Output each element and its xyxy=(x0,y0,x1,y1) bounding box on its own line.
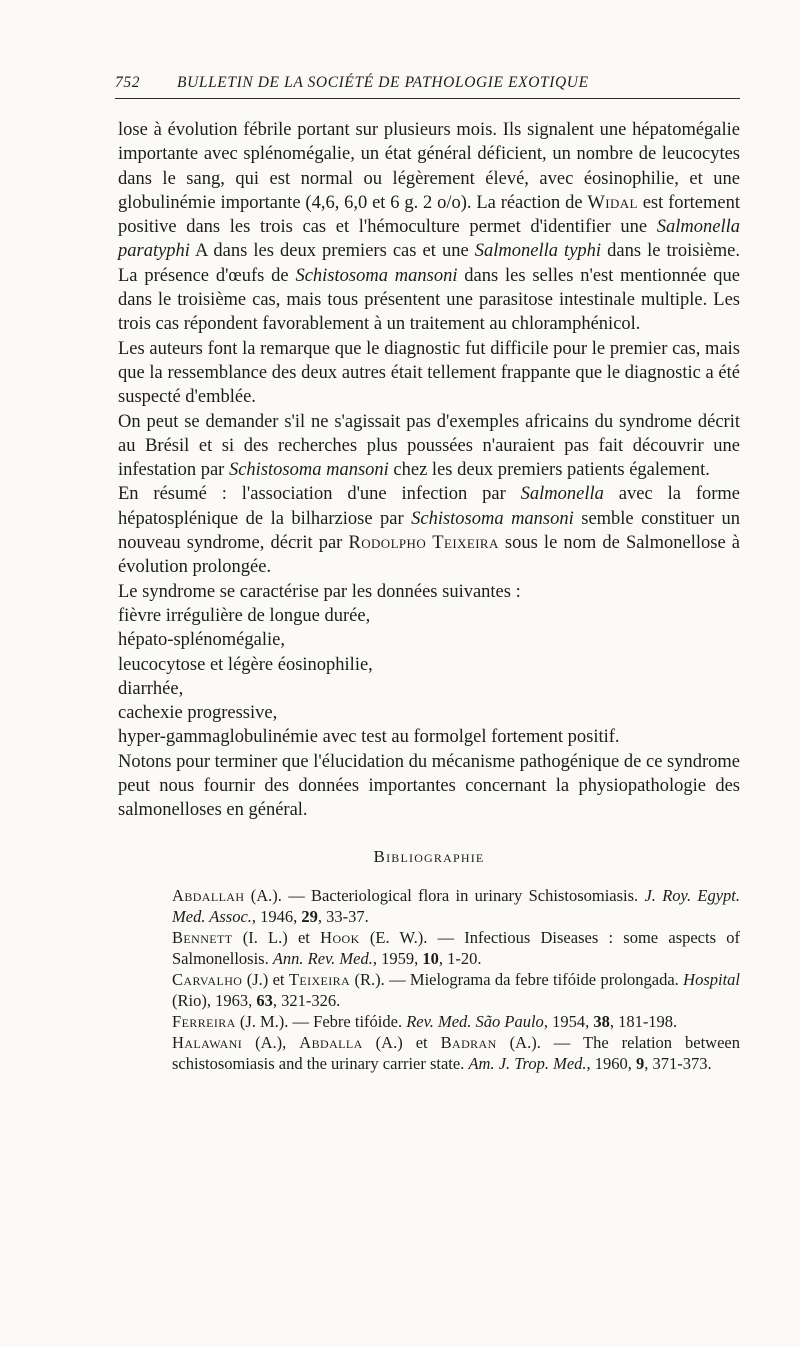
text: avec la forme hépatosplénique de la bilharziose par xyxy=(118,484,740,529)
paragraph-3 xyxy=(118,410,740,483)
paragraph-1 xyxy=(118,118,740,337)
paragraph-4 xyxy=(118,482,740,579)
text: (A.) et xyxy=(362,1032,441,1052)
text: , 1-20. xyxy=(438,948,482,968)
ref-author: Abdallah xyxy=(172,885,245,905)
paragraph-5-lead: Le syndrome se caractérise par les données suivantes : xyxy=(118,581,521,602)
text: A dans les deux premiers cas et une xyxy=(189,241,475,262)
text: est fortement positive dans les trois cas et l'hémoculture permet d'identifier une xyxy=(118,192,740,238)
ref-journal: Am. J. Trop. Med. xyxy=(468,1053,587,1073)
text: dans le troisième. La présence d'œufs de xyxy=(118,241,741,286)
list-item: hépato-splénomégalie, xyxy=(118,630,285,651)
ref-author: Abdalla xyxy=(299,1032,363,1052)
species-name: Salmonella xyxy=(520,484,604,505)
list-item: diarrhée, xyxy=(118,678,184,699)
author-widal: Widal xyxy=(587,192,638,213)
text: , 181-198. xyxy=(609,1011,678,1031)
bibliography-title: Bibliographie xyxy=(373,846,485,866)
list-item: fièvre irrégulière de longue durée, xyxy=(118,605,371,626)
text: lose à évolution fébrile portant sur plusieurs mois. Ils signalent une hépatomégalie importante avec splénomégalie, un état général déficient, un nombre de leucocytes dans le sang, qui est normal ou légèrement élevé, avec éosinophilie, et une globulinémie importante (4,6, 6,0 et 6 g. 2 o/o). La réaction de xyxy=(118,120,740,213)
text: , 1954, xyxy=(543,1011,594,1031)
text: chez les deux premiers patients également. xyxy=(388,460,710,481)
ref-journal: Rev. Med. São Paulo xyxy=(406,1011,544,1031)
ref-volume: 9 xyxy=(636,1053,645,1073)
ref-volume: 38 xyxy=(593,1011,610,1031)
text: (I. L.) et xyxy=(232,927,321,947)
ref-volume: 63 xyxy=(256,990,273,1010)
reference-1 xyxy=(118,885,740,927)
text: , 1959, xyxy=(372,948,423,968)
ref-author: Bennett xyxy=(172,927,233,947)
ref-volume: 10 xyxy=(422,948,439,968)
paragraph-2: Les auteurs font la remarque que le diagnostic fut difficile pour le premier cas, mais que la ressemblance des deux autres était tellement frappante que le diagnostic a été suspecté d'emblée. xyxy=(118,338,740,408)
ref-author: Ferreira xyxy=(172,1011,236,1031)
text: (A.), xyxy=(242,1032,300,1052)
text: (A.). — Bacteriological flora in urinary Schistosomiasis. xyxy=(244,885,645,905)
species-name: Schistosoma mansoni xyxy=(228,460,389,481)
text: semble constituer un nouveau syndrome, décrit par xyxy=(118,508,741,554)
ref-journal: J. Roy. Egypt. Med. Assoc. xyxy=(172,885,740,926)
list-item: leucocytose et légère éosinophilie, xyxy=(118,654,373,675)
reference-2 xyxy=(118,927,740,969)
author-teixeira: Rodolpho Teixeira xyxy=(348,533,499,554)
list-item: hyper-gammaglobulinémie avec test au formolgel fortement positif. xyxy=(118,727,620,748)
text: (J. M.). — Febre tifóide. xyxy=(235,1011,407,1031)
ref-author: Halawani xyxy=(172,1032,243,1052)
text: (Rio), 1963, xyxy=(172,990,257,1010)
reference-4 xyxy=(118,1011,740,1032)
text: On peut se demander s'il ne s'agissait pas d'exemples africains du syndrome décrit au Brésil et si des recherches plus poussées n'auraient pas fait découvrir une infestation par xyxy=(118,411,740,481)
text: , 371-373. xyxy=(644,1053,712,1073)
species-name: Schistosoma mansoni xyxy=(411,508,574,529)
text: (J.) et xyxy=(242,969,289,989)
text: , 321-326. xyxy=(272,990,341,1010)
ref-journal: Hospital xyxy=(683,969,740,989)
text: sous le nom de Salmonellose à évolution prolongée. xyxy=(118,533,740,578)
text: En résumé : l'association d'une infection par xyxy=(118,484,521,505)
ref-author: Teixeira xyxy=(288,969,351,989)
species-name: Salmonella typhi xyxy=(474,241,602,262)
running-header xyxy=(115,74,740,99)
ref-author: Badran xyxy=(440,1032,497,1052)
text: , 1946, xyxy=(251,906,302,926)
article-body xyxy=(118,118,740,1074)
species-name: Schistosoma mansoni xyxy=(295,265,458,286)
ref-journal: Ann. Rev. Med. xyxy=(272,948,373,968)
ref-author: Hook xyxy=(320,927,360,947)
symptom-list xyxy=(118,604,740,750)
text: (R.). — Mielograma da febre tifóide prolongada. xyxy=(350,969,684,989)
reference-5 xyxy=(118,1032,740,1074)
text: dans les selles n'est mentionnée que dans le troisième cas, mais tous présentent une parasitose intestinale multiple. Les trois cas répondent favorablement à un traitement au chloramphénicol. xyxy=(118,265,741,335)
paragraph-6: Notons pour terminer que l'élucidation du mécanisme pathogénique de ce syndrome peut nous fournir des données importantes concernant la physiopathologie des salmonelloses en général. xyxy=(118,751,740,821)
list-item: cachexie progressive, xyxy=(118,703,278,724)
text: , 1960, xyxy=(586,1053,637,1073)
journal-title: BULLETIN DE LA SOCIÉTÉ DE PATHOLOGIE EXOTIQUE xyxy=(177,74,589,91)
species-name: Salmonella paratyphi xyxy=(118,217,740,262)
reference-3 xyxy=(118,969,740,1011)
text: (A.). — The relation between schistosomiasis and the urinary carrier state. xyxy=(172,1032,740,1073)
text: , 33-37. xyxy=(317,906,369,926)
ref-volume: 29 xyxy=(301,906,318,926)
text: (E. W.). — Infectious Diseases : some aspects of Salmonellosis. xyxy=(172,927,740,968)
ref-author: Carvalho xyxy=(172,969,243,989)
page-number: 752 xyxy=(115,74,141,91)
